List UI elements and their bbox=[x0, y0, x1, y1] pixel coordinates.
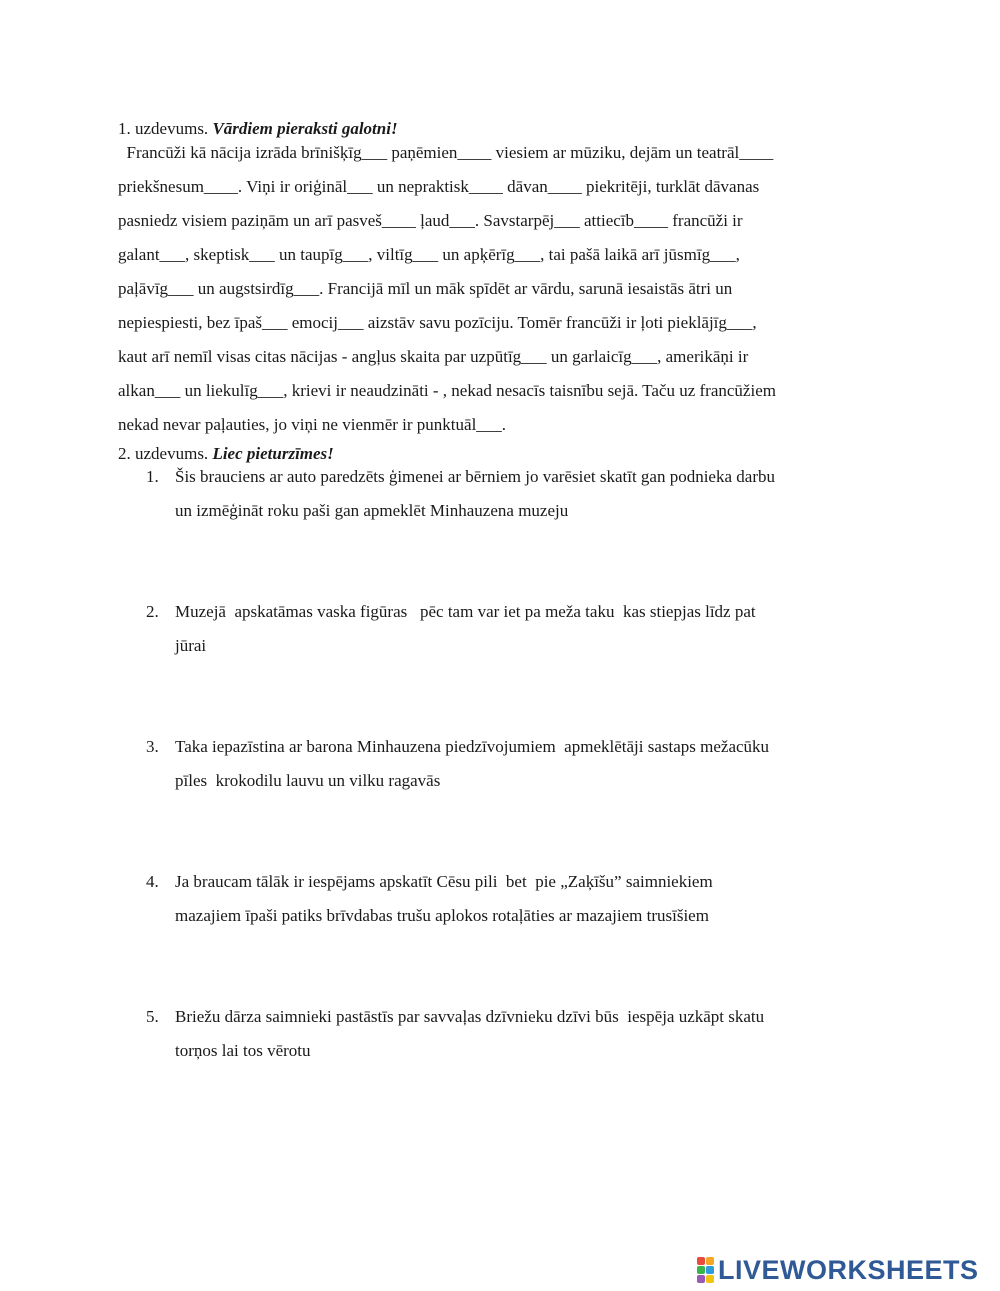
item-line: Šis brauciens ar auto paredzēts ģimenei ar bērniem jo varēsiet skatīt gan podnieka darbu bbox=[175, 467, 775, 486]
paragraph-line: priekšnesum____. Viņi ir oriģināl___ un nepraktisk____ dāvan____ piekritēji, turklāt dāvanas bbox=[118, 177, 760, 196]
item-text bbox=[175, 865, 905, 933]
item-line: Muzejā apskatāmas vaska figūras pēc tam var iet pa meža taku kas stiepjas līdz pat bbox=[175, 602, 756, 621]
item-line: Briežu dārza saimnieki pastāstīs par savvaļas dzīvnieku dzīvi būs iespēja uzkāpt skatu bbox=[175, 1007, 765, 1026]
item-line: un izmēģināt roku paši gan apmeklēt Minhauzena muzeju bbox=[175, 501, 569, 520]
paragraph-line: pasniedz visiem paziņām un arī pasveš____ ļaud___. Savstarpēj___ attiecīb____ francūži ir bbox=[118, 211, 743, 230]
task1-paragraph bbox=[118, 136, 888, 442]
item-number: 3. bbox=[146, 737, 159, 756]
paragraph-line: Francūži kā nācija izrāda brīnišķīg___ paņēmien____ viesiem ar mūziku, dejām un teatrāl____ bbox=[118, 143, 774, 162]
item-line: Taka iepazīstina ar barona Minhauzena piedzīvojumiem apmeklētāji sastaps mežacūku bbox=[175, 737, 770, 756]
item-text bbox=[175, 1000, 905, 1068]
item-line: jūrai bbox=[175, 636, 207, 655]
item-text bbox=[175, 460, 905, 528]
item-number: 4. bbox=[146, 872, 159, 891]
paragraph-line: paļāvīg___ un augstsirdīg___. Francijā mīl un māk spīdēt ar vārdu, sarunā iesaistās ātri un bbox=[118, 279, 733, 298]
item-text bbox=[175, 595, 905, 663]
item-number: 1. bbox=[146, 467, 159, 486]
task1-instruction: Vārdiem pieraksti galotni! bbox=[212, 119, 398, 138]
paragraph-line: galant___, skeptisk___ un taupīg___, viltīg___ un apķērīg___, tai pašā laikā arī jūsmīg___, bbox=[118, 245, 740, 264]
item-text bbox=[175, 730, 905, 798]
item-line: mazajiem īpaši patiks brīvdabas trušu aplokos rotaļāties ar mazajiem trusīšiem bbox=[175, 906, 709, 925]
liveworksheets-logo bbox=[697, 1255, 979, 1285]
paragraph-line: nekad nevar paļauties, jo viņi ne vienmēr ir punktuāl___. bbox=[118, 415, 507, 434]
task1-label: 1. uzdevums. bbox=[118, 119, 209, 138]
item-line: pīles krokodilu lauvu un vilku ragavās bbox=[175, 771, 441, 790]
logo-blocks-icon bbox=[697, 1257, 714, 1283]
item-number: 5. bbox=[146, 1007, 159, 1026]
item-number: 2. bbox=[146, 602, 159, 621]
paragraph-line: kaut arī nemīl visas citas nācijas - angļus skaita par uzpūtīg___ un garlaicīg___, amerikāņi ir bbox=[118, 347, 749, 366]
item-line: torņos lai tos vērotu bbox=[175, 1041, 311, 1060]
logo-text: LIVEWORKSHEETS bbox=[718, 1254, 979, 1285]
paragraph-line: nepiespiesti, bez īpaš___ emocij___ aizstāv savu pozīciju. Tomēr francūži ir ļoti pieklājīg___, bbox=[118, 313, 757, 332]
paragraph-line: alkan___ un liekulīg___, krievi ir neaudzināti - , nekad nesacīs taisnību sejā. Taču uz francūžiem bbox=[118, 381, 776, 400]
item-line: Ja braucam tālāk ir iespējams apskatīt Cēsu pili bet pie „Zaķīšu” saimniekiem bbox=[175, 872, 713, 891]
task2-label: 2. uzdevums. bbox=[118, 444, 209, 463]
task2-instruction: Liec pieturzīmes! bbox=[212, 444, 334, 463]
